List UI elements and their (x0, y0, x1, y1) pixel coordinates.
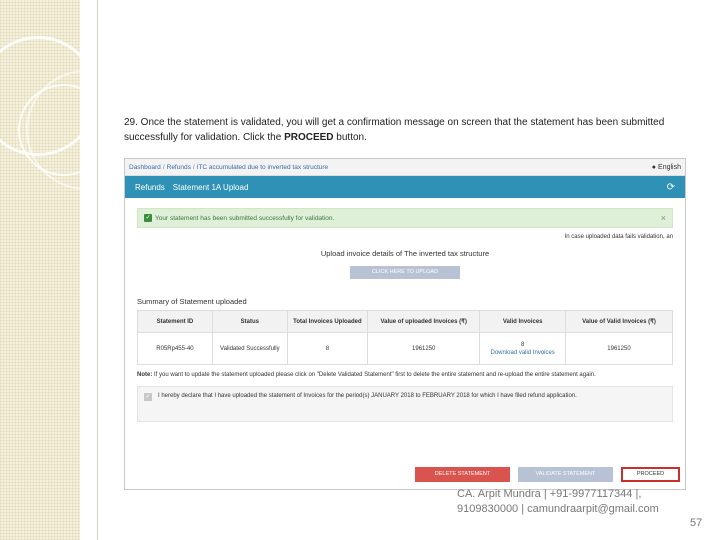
column-header: Value of Valid Invoices (₹) (565, 311, 672, 333)
breadcrumb (125, 159, 685, 176)
upload-label: Upload invoice details of The inverted tax structure (320, 249, 490, 258)
action-buttons (415, 467, 680, 482)
page-subtitle: Statement 1A Upload (172, 182, 249, 192)
value-uploaded-cell: 1961250 (368, 333, 480, 365)
breadcrumb-separator: / (162, 163, 165, 171)
total-invoices-cell: 8 (287, 333, 367, 365)
decorative-line (97, 0, 98, 540)
breadcrumb-separator: / (192, 163, 195, 171)
table-row (138, 333, 673, 365)
download-valid-invoices-link[interactable]: Download valid Invoices (490, 349, 555, 356)
page-title: Refunds (135, 182, 165, 192)
page-number: 57 (690, 517, 703, 529)
proceed-button[interactable]: PROCEED (621, 467, 680, 482)
note-body: If you want to update the statement uploaded please click on "Delete Validated Statement" first to delete the entire statement and re-upload the entire statement again. (152, 372, 596, 378)
language-selector[interactable] (652, 164, 681, 171)
breadcrumb-current: ITC accumulated due to inverted tax structure (196, 163, 329, 171)
valid-invoices-cell (480, 333, 566, 365)
alert-message: Your statement has been submitted successfully for validation. (155, 214, 335, 222)
value-valid-cell: 1961250 (565, 333, 672, 365)
breadcrumb-dashboard[interactable]: Dashboard (129, 163, 161, 171)
validate-statement-button[interactable]: VALIDATE STATEMENT (518, 467, 613, 482)
validation-hint: In case uploaded data fails validation, an (564, 234, 673, 240)
valid-invoices-count: 8 (521, 341, 525, 348)
screenshot-frame (124, 158, 686, 490)
main-content (125, 198, 685, 422)
success-alert (137, 208, 673, 228)
refresh-icon[interactable]: ⟳ (666, 181, 675, 193)
declaration-checkbox[interactable]: ✓ (145, 394, 151, 400)
column-header: Value of uploaded Invoices (₹) (368, 311, 480, 333)
upload-button[interactable]: CLICK HERE TO UPLOAD (350, 266, 460, 279)
column-header: Total Invoices Uploaded (287, 311, 367, 333)
note-label: Note: (137, 372, 153, 378)
close-icon[interactable]: × (660, 213, 666, 223)
declaration-text: I hereby declare that I have uploaded the statement of Invoices for the period(s) JANUARY 2018 to FEBRUARY 2018 for which I have filed refund application. (158, 393, 577, 399)
breadcrumb-refunds[interactable]: Refunds (166, 163, 191, 171)
delete-statement-button[interactable]: DELETE STATEMENT (415, 467, 510, 482)
footer-contact: CA. Arpit Mundra | +91-9977117344 |, 9109830000 | camundraarpit@gmail.com (457, 488, 659, 515)
instruction-bold: PROCEED (284, 132, 334, 143)
instruction-part1: 29. Once the statement is validated, you will get a confirmation message on screen that the statement has been submitted successfully for validation. Click the (124, 117, 665, 143)
summary-title: Summary of Statement uploaded (137, 297, 247, 306)
check-icon: ✓ (145, 215, 151, 221)
column-header: Valid Invoices (480, 311, 566, 333)
declaration-box (137, 386, 673, 422)
instruction-text (124, 115, 684, 145)
note-text (137, 371, 673, 380)
instruction-part2: button. (333, 132, 367, 143)
decorative-left-strip (0, 0, 80, 540)
language-label: English (658, 163, 681, 171)
globe-icon: ● (651, 163, 657, 171)
page-title-bar (125, 176, 685, 198)
statement-id-cell: R05Rp455-40 (138, 333, 213, 365)
status-cell: Validated Successfully (212, 333, 287, 365)
table-header-row (138, 311, 673, 333)
column-header: Statement ID (138, 311, 213, 333)
column-header: Status (212, 311, 287, 333)
summary-table (137, 310, 673, 365)
